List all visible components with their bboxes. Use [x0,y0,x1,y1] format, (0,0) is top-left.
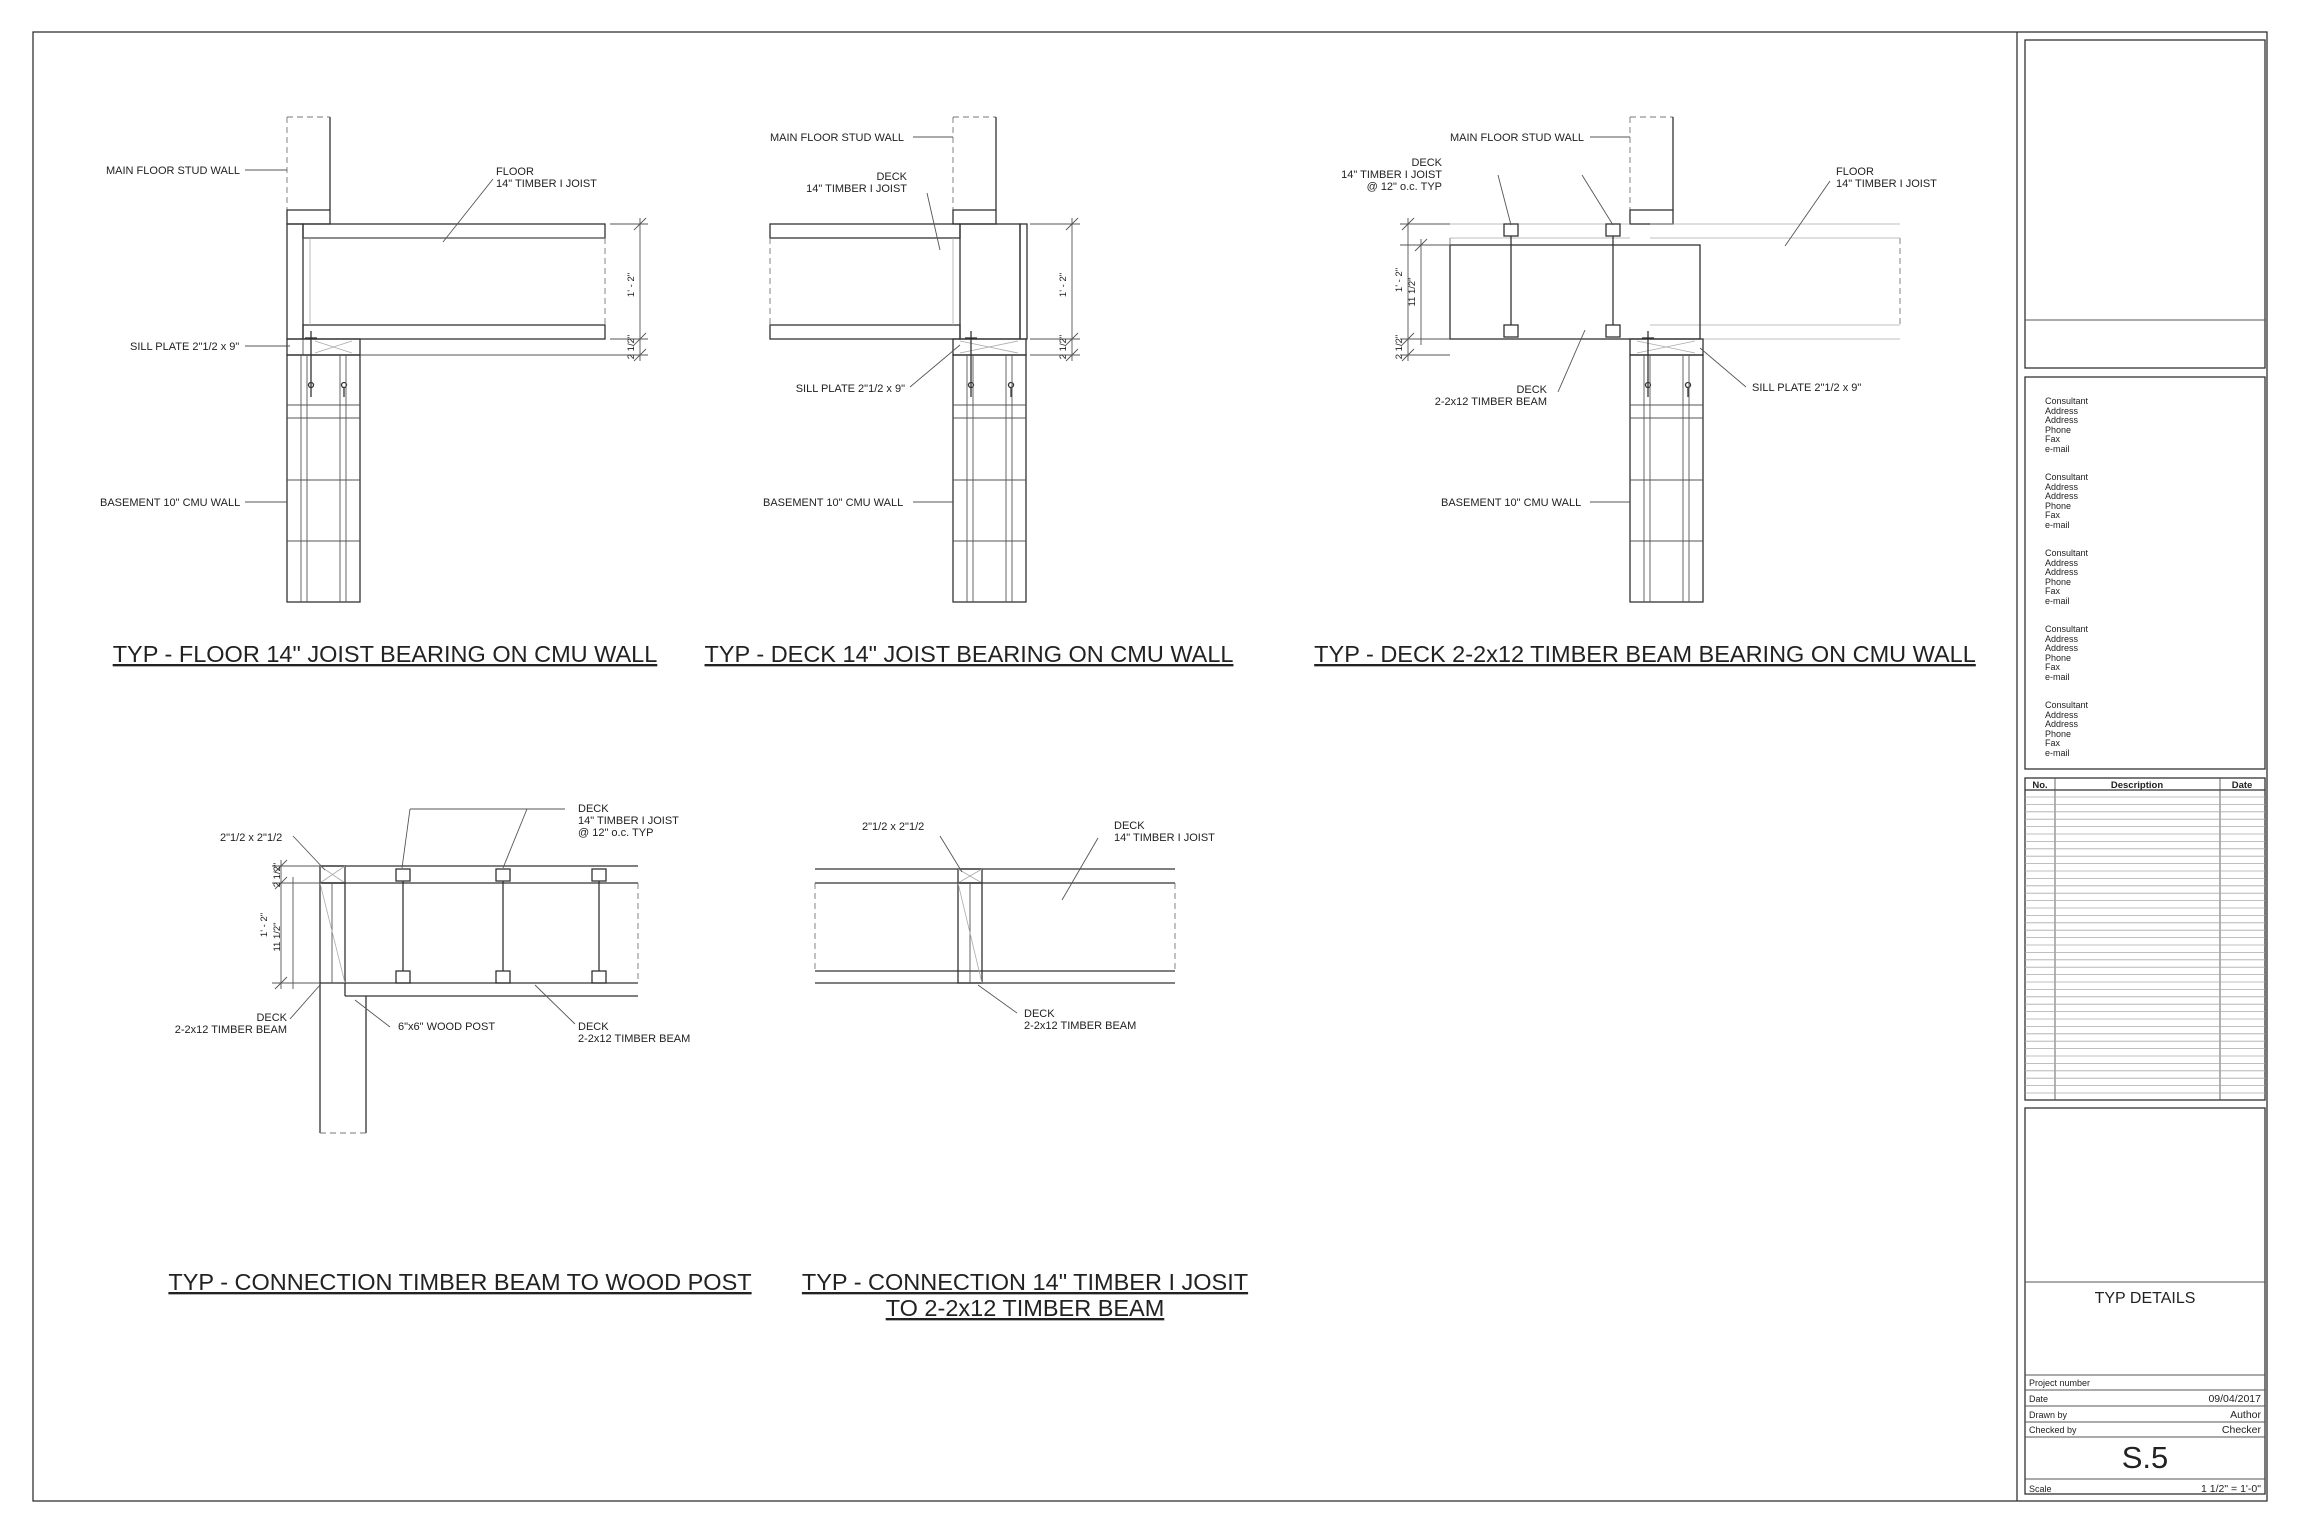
consultant-phone: Phone [2045,653,2072,663]
consultant-name: Consultant [2045,472,2089,482]
sheet-number: S.5 [2121,1440,2169,1475]
consultant-phone: Phone [2045,577,2072,587]
scale-value: 1 1/2" = 1'-0" [2201,1483,2261,1495]
consultant-address: Address [2045,491,2079,501]
consultant-name: Consultant [2045,624,2089,634]
label-deck: DECK [578,803,609,815]
date-label: Date [2029,1394,2049,1404]
detail-title-joist-beam-line2: TO 2-2x12 TIMBER BEAM [885,1295,1165,1321]
consultant-address: Address [2045,710,2079,720]
drawn-by-label: Drawn by [2029,1410,2068,1420]
consultant-email: e-mail [2045,444,2070,454]
consultant-address: Address [2045,643,2079,653]
dim-joist-depth: 1' - 2" [626,272,637,298]
consultant-block [2045,700,2089,758]
consultant-block [2045,396,2089,454]
detail-title-floor-joist: TYP - FLOOR 14" JOIST BEARING ON CMU WALL [112,641,658,667]
label-timber-joist: 14" TIMBER I JOIST [496,178,597,190]
consultant-address: Address [2045,567,2079,577]
label-corner-block: 2"1/2 x 2"1/2 [220,832,283,844]
consultant-block [2045,624,2089,682]
consultant-email: e-mail [2045,672,2070,682]
detail-title-beam-post: TYP - CONNECTION TIMBER BEAM TO WOOD POST [168,1269,752,1295]
label-deck: DECK [256,1012,287,1024]
dim-sill-thickness: 2 1/2" [1394,334,1405,360]
consultant-email: e-mail [2045,748,2070,758]
label-timber-joist: 14" TIMBER I JOIST [806,183,907,195]
revision-header-date: Date [2231,780,2253,791]
title-block [2025,40,2265,1494]
label-timber-beam: 2-2x12 TIMBER BEAM [578,1033,691,1045]
label-timber-joist: 14" TIMBER I JOIST [1114,832,1215,844]
consultant-phone: Phone [2045,729,2072,739]
label-main-floor-stud-wall: MAIN FLOOR STUD WALL [770,132,905,144]
project-number-label: Project number [2029,1378,2091,1388]
label-timber-beam: 2-2x12 TIMBER BEAM [1434,396,1547,408]
label-joist-spacing: @ 12" o.c. TYP [578,827,654,839]
label-timber-joist: 14" TIMBER I JOIST [1341,169,1442,181]
label-basement-cmu-wall: BASEMENT 10" CMU WALL [100,497,241,509]
label-timber-joist: 14" TIMBER I JOIST [1836,178,1937,190]
label-basement-cmu-wall: BASEMENT 10" CMU WALL [763,497,904,509]
label-main-floor-stud-wall: MAIN FLOOR STUD WALL [1450,132,1585,144]
dim-beam-depth: 11 1/2" [1407,277,1418,307]
dim-total-depth: 1' - 2" [259,912,270,938]
label-joist-spacing: @ 12" o.c. TYP [1366,181,1442,193]
dim-sill-thickness: 2 1/2" [1058,334,1069,360]
consultant-address: Address [2045,719,2079,729]
detail-deck-beam-on-cmu [1400,117,1900,602]
consultant-fax: Fax [2045,738,2061,748]
detail-title-deck-beam: TYP - DECK 2-2x12 TIMBER BEAM BEARING ON CMU WALL [1314,641,1976,667]
consultant-email: e-mail [2045,520,2070,530]
label-deck: DECK [876,171,907,183]
label-deck: DECK [1114,820,1145,832]
label-sill-plate: SILL PLATE 2"1/2 x 9" [795,383,905,395]
consultant-address: Address [2045,482,2079,492]
consultant-address: Address [2045,634,2079,644]
revision-header-description: Description [2110,780,2164,791]
consultant-address: Address [2045,406,2079,416]
dim-block: 2 1/2" [272,862,283,888]
dim-total-depth: 1' - 2" [1394,267,1405,293]
logo-panel [2025,40,2265,368]
label-timber-beam: 2-2x12 TIMBER BEAM [174,1024,287,1036]
label-sill-plate: SILL PLATE 2"1/2 x 9" [1752,382,1862,394]
consultant-block [2045,548,2089,606]
label-deck: DECK [1516,384,1547,396]
label-sill-plate: SILL PLATE 2"1/2 x 9" [130,341,240,353]
label-basement-cmu-wall: BASEMENT 10" CMU WALL [1441,497,1582,509]
consultant-block [2045,472,2089,530]
consultant-phone: Phone [2045,501,2072,511]
label-main-floor-stud-wall: MAIN FLOOR STUD WALL [106,165,241,177]
dim-beam-depth: 11 1/2" [272,922,283,952]
checked-by-label: Checked by [2029,1425,2077,1435]
consultant-phone: Phone [2045,425,2072,435]
label-floor: FLOOR [1836,166,1874,178]
scale-label: Scale [2029,1484,2052,1494]
label-corner-block: 2"1/2 x 2"1/2 [862,821,925,833]
date-value: 09/04/2017 [2208,1393,2261,1405]
consultant-fax: Fax [2045,662,2061,672]
consultant-name: Consultant [2045,700,2089,710]
detail-title-joist-beam-line1: TYP - CONNECTION 14" TIMBER I JOSIT [801,1269,1249,1295]
consultant-email: e-mail [2045,596,2070,606]
label-deck: DECK [578,1021,609,1033]
drawn-by-value: Author [2230,1409,2261,1421]
consultant-name: Consultant [2045,396,2089,406]
detail-beam-to-post [272,809,638,1133]
dim-sill-thickness: 2 1/2" [626,334,637,360]
label-wood-post: 6"x6" WOOD POST [398,1021,496,1033]
label-floor: FLOOR [496,166,534,178]
consultant-fax: Fax [2045,510,2061,520]
label-timber-beam: 2-2x12 TIMBER BEAM [1024,1020,1137,1032]
label-deck: DECK [1024,1008,1055,1020]
label-timber-joist: 14" TIMBER I JOIST [578,815,679,827]
consultant-fax: Fax [2045,586,2061,596]
revision-header-no: No. [2032,780,2048,791]
detail-joist-to-beam [815,836,1175,1013]
consultant-address: Address [2045,558,2079,568]
checked-by-value: Checker [2221,1424,2261,1436]
sheet-name: TYP DETAILS [2094,1290,2196,1307]
dim-joist-depth: 1' - 2" [1058,272,1069,298]
detail-title-deck-joist: TYP - DECK 14" JOIST BEARING ON CMU WALL [704,641,1234,667]
consultant-address: Address [2045,415,2079,425]
consultant-name: Consultant [2045,548,2089,558]
label-deck: DECK [1411,157,1442,169]
consultant-fax: Fax [2045,434,2061,444]
